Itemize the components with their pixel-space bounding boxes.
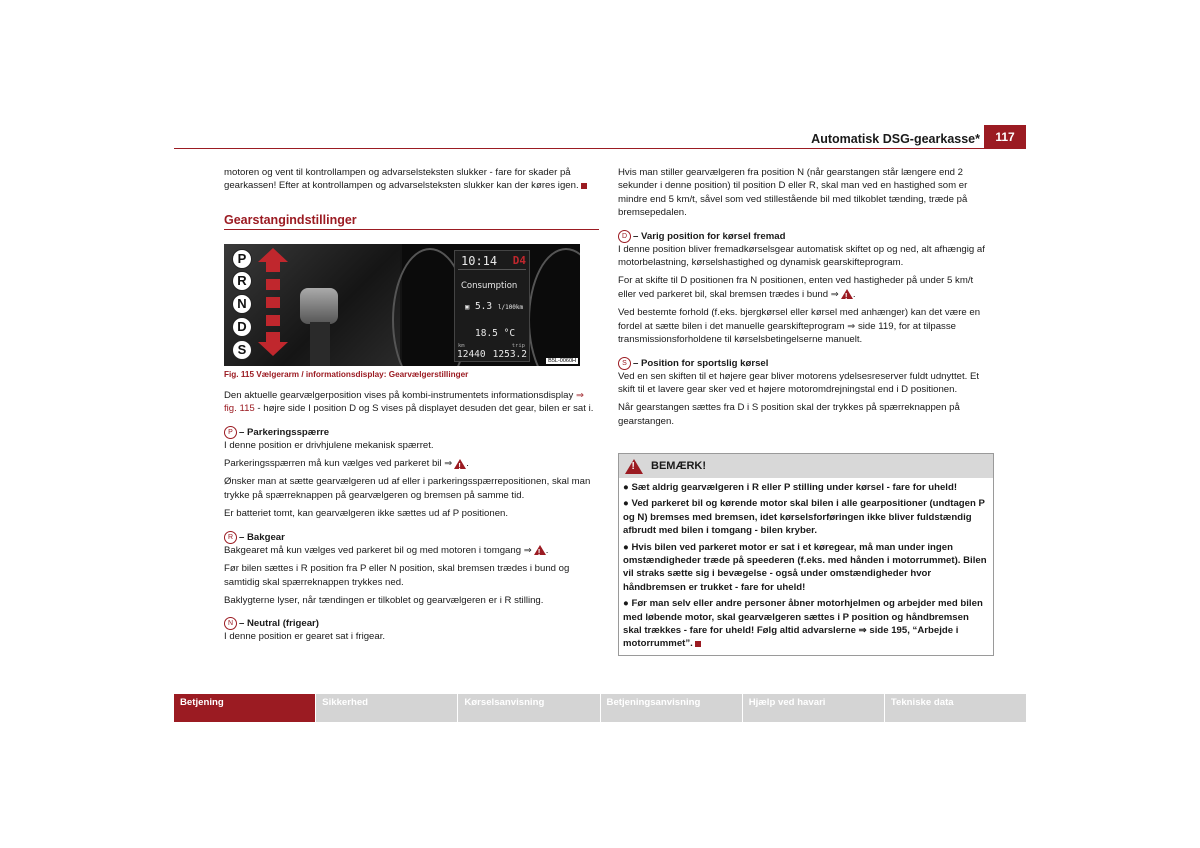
p-text-3: Ønsker man at sætte gearvælgeren ud af eller i parkeringsspærrepositionen, skal man trykke på spærreknappen på gearvælgeren og bremsen på samme tid. [224, 476, 591, 501]
gear-p-label: P [232, 249, 252, 269]
right-column [618, 166, 992, 428]
warning-icon[interactable] [841, 289, 853, 299]
arrow-down-icon [258, 342, 288, 356]
left-column [224, 166, 599, 644]
s-text-1: Ved en sen skiften til et højere gear bliver motorens ydelsesreserver fuldt udnyttet. Et skift til et lavere gear sker ved et højere motoromdrejningstal end i D positionen. [618, 370, 980, 395]
n-text-1: I denne position er gearet sat i frigear. [224, 631, 386, 643]
p-text-2: Parkeringsspærren må kun vælges ved parkeret bil ⇒! . [224, 457, 599, 470]
gear-lever-icon [300, 288, 338, 324]
temperature-readout: 18.5 °C [475, 327, 516, 339]
p-text-4: Er batteriet tomt, kan gearvælgeren ikke sættes ud af P positionen. [224, 508, 509, 520]
r-text-3: Baklygterne lyser, når tændingen er tilkoblet og gearvælgeren er i R stilling. [224, 594, 544, 606]
arrow-stem-bottom [266, 332, 280, 342]
subsection-n: N – Neutral (frigear) [224, 617, 599, 630]
figure-code: B5L-0060H [548, 357, 576, 364]
figure-caption: Fig. 115 Vælgerarm / informationsdisplay: Gearvælgerstillinger [224, 369, 469, 379]
note-header [619, 454, 993, 478]
chapter-title: Automatisk DSG-gearkasse* [811, 132, 980, 146]
subsection-s: S – Position for sportslig kørsel [618, 357, 992, 370]
r-text-2: Før bilen sættes i R position fra P eller N position, skal bremsen trædes i bund og samtidig skal spærreknappen trykkes ned. [224, 563, 570, 588]
subsection-p: P – Parkeringsspærre [224, 426, 599, 439]
figure-reference-link[interactable]: ⇒ fig. 115 [224, 389, 584, 415]
odometer-value: 12440 [457, 348, 486, 360]
page-number: 117 [984, 125, 1026, 149]
note-item: ● Hvis bilen ved parkeret motor er sat i et køregear, må man under ingen omstændigheder træde på speederen (f.eks. med hånden i motorrummet). Bilen vil straks sætte sig i bevægelse - også under omstændigheder hvor håndbremsen er trukket - fare for uheld! [623, 541, 987, 593]
s-text-2: Når gearstangen sættes fra D i S position skal der trykkes på spærreknappen på gearstangen. [618, 402, 960, 427]
consumption-value: ▣ 5.3 l/100km [465, 300, 524, 312]
warning-triangle-icon [625, 459, 643, 474]
arrow-up-icon [258, 248, 288, 262]
display-label: Consumption [461, 280, 518, 291]
tab-tekniske-data[interactable]: Tekniske data [885, 694, 1026, 722]
tab-korselsanvisning[interactable]: Kørselsanvisning [458, 694, 599, 722]
intro-paragraph: motoren og vent til kontrollampen og advarselsteksten slukker - fare for skader på gearkassen! Efter at kontrollampen og advarselsteksten slukker kan der køres igen. [224, 166, 599, 193]
warning-note-box [618, 453, 994, 656]
tab-betjeningsanvisning[interactable]: Betjeningsanvisning [601, 694, 742, 722]
display-time: 10:14 [461, 253, 498, 268]
tab-hjaelp-ved-havari[interactable]: Hjælp ved havari [743, 694, 884, 722]
end-marker-icon [695, 641, 701, 647]
section-title: Gearstangindstillinger [224, 212, 357, 227]
gear-n-label: N [232, 294, 252, 314]
gear-s-label: S [232, 340, 252, 360]
odometer-label: km [458, 342, 465, 349]
arrow-stem-top [266, 262, 280, 272]
note-title: BEMÆRK! [651, 460, 706, 472]
note-item: ● Ved parkeret bil og kørende motor skal bilen i alle gearpositioner (undtagen P og N) bremses med bremsen, idet kørselsforføringen ikke bliver fuldstændig afbrudt med bilen i tomgang - bilen kryber. [623, 498, 985, 537]
trip-value: 1253.2 [492, 348, 527, 360]
tab-betjening[interactable]: Betjening [174, 694, 315, 722]
arrow-block-3 [266, 315, 280, 326]
display-gear-indicator: D4 [512, 253, 526, 267]
pump-icon: ▣ [465, 302, 470, 311]
info-display [454, 250, 530, 362]
tab-sikkerhed[interactable]: Sikkerhed [316, 694, 457, 722]
note-item: ● Sæt aldrig gearvælgeren i R eller P stilling under kørsel - fare for uheld! [623, 482, 958, 493]
header-rule [174, 148, 1026, 149]
warning-icon[interactable] [454, 459, 466, 469]
gear-shaft [310, 322, 330, 366]
d-circle-icon: D [618, 230, 631, 243]
n-circle-icon: N [224, 617, 237, 630]
s-circle-icon: S [618, 357, 631, 370]
trip-label: trip [511, 342, 525, 349]
arrow-block-1 [266, 279, 280, 290]
subsection-d: D – Varig position for kørsel fremad [618, 230, 992, 243]
right-intro-paragraph: Hvis man stiller gearvælgeren fra position N (når gearstangen står længere end 2 sekunder i denne position) til position D eller R, skal man ved en hastighed som er mindre end 5 km/t, såvel som ved stillestående bil med tilkoblet tænding, træde på bremsepedalen. [618, 167, 968, 219]
footer-nav [174, 694, 1026, 722]
d-text-2: For at skifte til D positionen fra N positionen, enten ved hastigheder på under 5 km/t eller ved parkeret bil, skal bremsen trædes i bund ⇒! . [618, 274, 992, 301]
warning-icon[interactable] [534, 545, 546, 555]
gear-r-label: R [232, 271, 252, 291]
display-divider [458, 269, 526, 270]
p-text-1: I denne position er drivhjulene mekanisk spærret. [224, 439, 434, 451]
note-item: ● Før man selv eller andre personer åbner motorhjelmen og arbejder med bilen med løbende motor, skal gearvælgeren sættes i P position og håndbremsen skal trækkes - fare for uheld! Følg altid advarslerne ⇒ side 195, “Arbejde i motorrummet”. [623, 598, 983, 650]
d-text-1: I denne position bliver fremadkørselsgear automatisk skiftet op og ned, alt afhængig af motorbelastning, kørselshastighed og dynamisk gearskifteprogram. [618, 243, 985, 269]
subsection-r: R – Bakgear [224, 531, 599, 544]
figure-description: Den aktuelle gearvælgerposition vises på kombi-instrumentets informationsdisplay ⇒ fig. 115 - højre side I position D og S vises på displayet desuden det gear, bilen er sat i. [224, 389, 594, 415]
d-text-3: Ved bestemte forhold (f.eks. bjergkørsel eller kørsel med anhænger) kan det være en fordel at sætte bilen i det manuelle gearskifteprogram ⇒ side 119, for at tilpasse transmissionsforholdene til kørselsbetingelserne manuelt. [618, 307, 981, 346]
r-text-1: Bakgearet må kun vælges ved parkeret bil og med motoren i tomgang ⇒! . [224, 544, 599, 557]
note-body [619, 478, 993, 655]
end-marker-icon [581, 183, 587, 189]
arrow-block-2 [266, 297, 280, 308]
p-circle-icon: P [224, 426, 237, 439]
gear-d-label: D [232, 317, 252, 337]
r-circle-icon: R [224, 531, 237, 544]
figure-115 [224, 244, 580, 366]
